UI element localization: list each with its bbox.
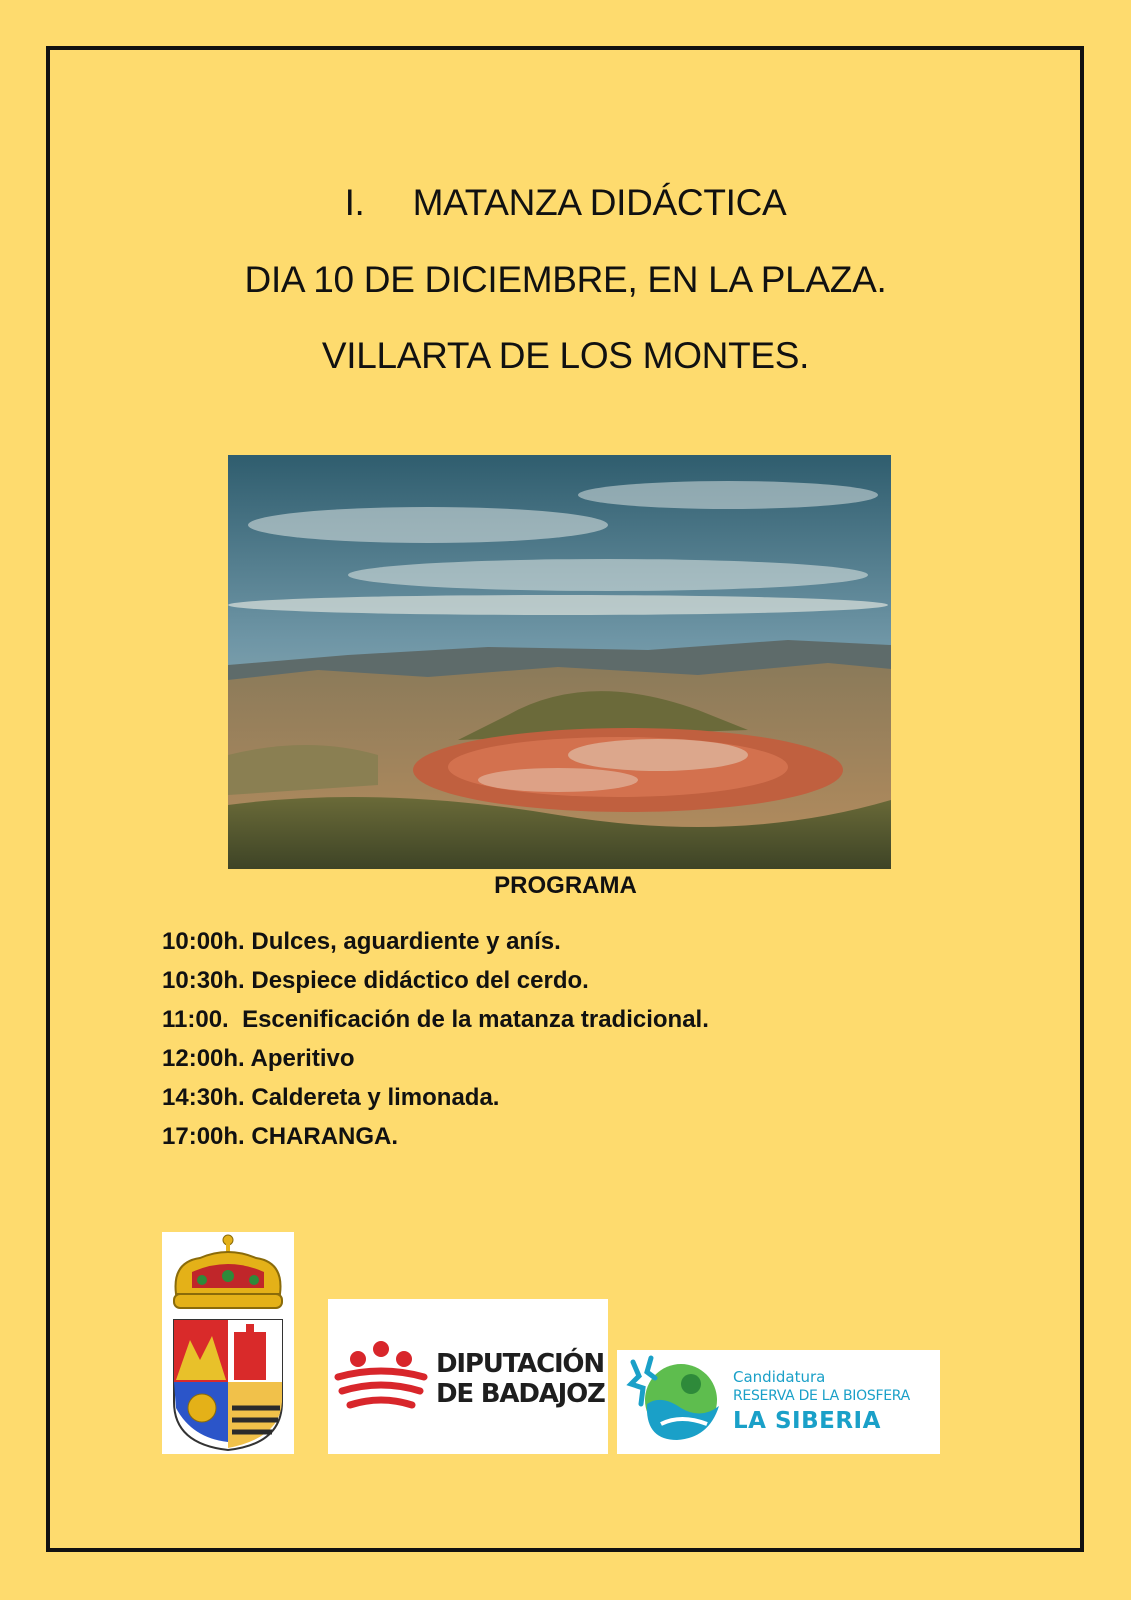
programa-item: 17:00h. CHARANGA.: [162, 1123, 399, 1150]
siberia-line-2: RESERVA DE LA BIOSFERA: [733, 1388, 910, 1404]
title-number: I.: [344, 182, 365, 223]
title-line-1: [0, 182, 1131, 224]
deer-leaf-icon: [621, 1354, 727, 1450]
diputacion-badajoz-logo: [328, 1299, 608, 1454]
programa-item: 12:00h. Aperitivo: [162, 1045, 355, 1072]
programa-list: [162, 922, 709, 1156]
title-location: VILLARTA DE LOS MONTES.: [321, 335, 810, 376]
municipal-coat-of-arms-logo: [162, 1232, 294, 1454]
programa-item: 14:30h. Caldereta y limonada.: [162, 1084, 500, 1111]
siberia-line-3: LA SIBERIA: [733, 1408, 881, 1434]
title-date: DIA 10 DE DICIEMBRE, EN LA PLAZA.: [244, 259, 887, 300]
diputacion-line-1: DIPUTACIÓN: [436, 1349, 604, 1379]
coat-of-arms-icon: [162, 1232, 294, 1454]
siberia-line-1: Candidatura: [733, 1368, 826, 1386]
programa-heading: PROGRAMA: [494, 872, 637, 899]
programa-item: 10:00h. Dulces, aguardiente y anís.: [162, 928, 561, 955]
village-landscape-photo: [228, 455, 891, 869]
la-siberia-biosphere-logo: [617, 1350, 940, 1454]
programa-item: 11:00. Escenificación de la matanza tradicional.: [162, 1006, 709, 1033]
diputacion-line-2: DE BADAJOZ: [436, 1379, 605, 1409]
diputacion-dots-icon: [334, 1339, 428, 1415]
title-event-name: MATANZA DIDÁCTICA: [412, 182, 787, 223]
programa-item: 10:30h. Despiece didáctico del cerdo.: [162, 967, 589, 994]
